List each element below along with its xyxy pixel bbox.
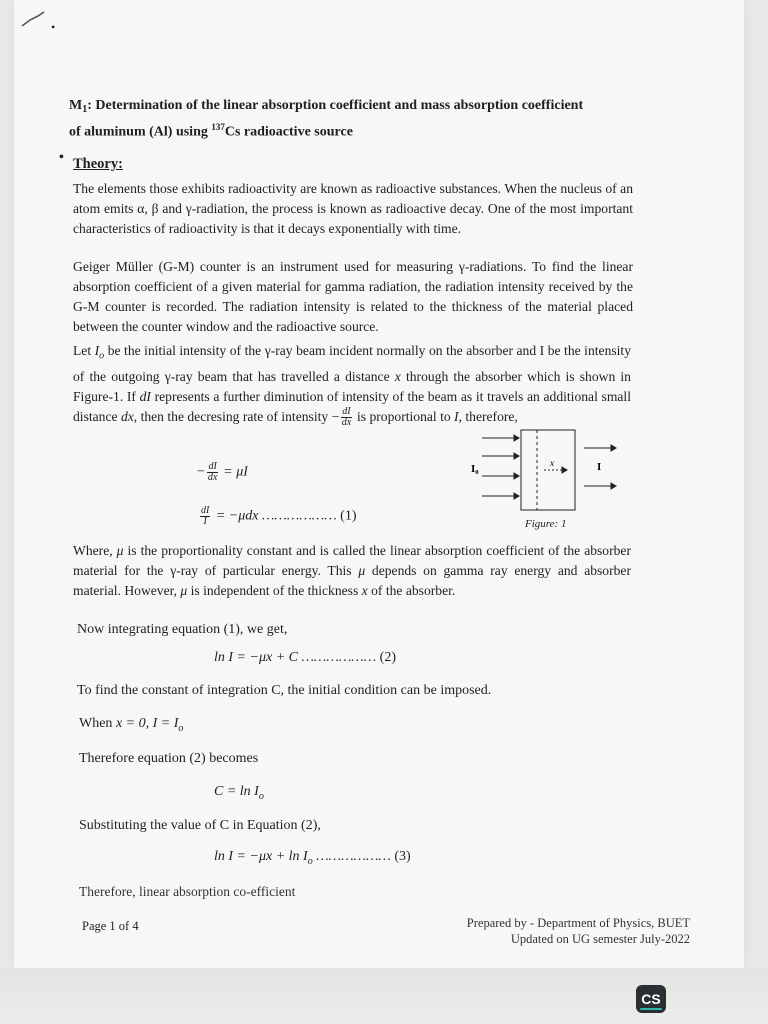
page-number: Page 1 of 4 (82, 919, 139, 933)
theory-heading: Theory: (73, 156, 123, 172)
equation-C (214, 784, 264, 802)
paragraph-radioactivity: The elements those exhibits radioactivity are known as radioactive substances. When the nucleus of an atom emits α, β and γ-radiation, the process is known as radioactive decay. One of the most important characteristics of radioactivity is that it decays exponentially with time. (73, 181, 633, 236)
eqC-sub: o (258, 790, 264, 802)
eq2-fraction: $\frac{dI}{I}$ (201, 505, 210, 527)
footer-prepared-by: Prepared by - Department of Physics, BUET (466, 916, 690, 930)
figure-label-x: x (550, 458, 554, 468)
equation-2 (214, 650, 396, 666)
paragraph-integrating: Now integrating equation (1), we get, (77, 622, 288, 637)
p4-b: is the proportionality constant and is called the linear absorption coefficient of the absorber material for the γ-ray of particular energy. This (73, 543, 631, 578)
eq3-body: ln I = −μx + ln I (214, 849, 308, 864)
title-line2b: Cs radioactive source (224, 124, 353, 140)
paragraph-therefore: Therefore, linear absorption co-efficient (79, 884, 296, 899)
eq1-fraction: $\frac{dI}{dx}$ (207, 461, 218, 483)
absorber-figure (466, 426, 636, 516)
paragraph-initial-condition (79, 716, 183, 734)
frac-den: dx (341, 417, 352, 429)
bullet-dot: • (59, 150, 64, 165)
p3-f: is proportional to (353, 408, 455, 424)
p4-c: depends on gamma ray energy and absorber material. However, (73, 563, 631, 598)
title-line2a: of aluminum (Al) using (69, 124, 212, 140)
eq1-tag: (1) (340, 508, 357, 524)
sym-dI: dI (139, 388, 151, 404)
eq2-tag: (2) (379, 650, 396, 665)
p4-e: of the absorber. (367, 583, 456, 598)
paragraph-intensity (73, 341, 631, 428)
p3-e: , then the decresing rate of intensity (133, 408, 332, 424)
p7-b: x = 0, I = I (115, 716, 179, 731)
fraction-dI-dx (341, 407, 351, 428)
p3-b: be the initial intensity of the γ-ray beam incident normally on the absorber and I be the intensity of the outgoing γ-ray beam that has travelled a distance (73, 343, 632, 384)
p7-a: When (79, 716, 116, 731)
eqC-body: C = ln I (214, 784, 259, 799)
eq2-body: ln I = −μx + C ……………… (214, 650, 380, 665)
eq1-rhs: = μI (223, 464, 248, 480)
p4-d: is independent of the thickness (187, 583, 362, 598)
footer-updated: Updated on UG semester July-2022 (510, 932, 690, 946)
p7-sub: o (178, 722, 184, 734)
equation-1 (198, 506, 357, 527)
paragraph-gm-counter: Geiger Müller (G-M) counter is an instrument used for measuring γ-radiations. To find the linear absorption coefficient of a given material for gamma radiation, the radiation intensity received by the G-M counter is recorded. The radiation intensity is related to the thickness of the material placed between the counter window and the radioactive source. (73, 259, 633, 334)
eq2-frac-den: I (203, 516, 207, 527)
figure-label-I0: I₀ (471, 463, 479, 475)
sym-mu-3: μ (180, 583, 188, 598)
pen-scribble-mark (20, 6, 48, 34)
p3-d: represents a further diminution of intensity of the beam as it travels an additional small distance (73, 388, 631, 424)
sym-x-2: x (361, 583, 368, 598)
title-prefix: M (69, 98, 83, 113)
sym-I: I (454, 408, 459, 424)
p3-c: through the absorber which is shown in Figure-1. If (73, 368, 631, 404)
title-sub: 1 (82, 104, 88, 115)
stray-dot: • (51, 20, 56, 34)
eq3-dots: ……………… (312, 849, 395, 864)
camscanner-badge[interactable]: CS (636, 985, 666, 1013)
equation-rate: − $\frac{dI}{dx}$ = μI (196, 461, 248, 483)
title-sup: 137 (211, 122, 225, 132)
paragraph-eq2-becomes: Therefore equation (2) becomes (79, 751, 259, 766)
sym-mu-1: μ (116, 543, 124, 558)
frac-num: dI (342, 406, 351, 418)
eq2-rhs: = −μdx ……………… (215, 508, 341, 524)
paragraph-mu-definition (73, 541, 631, 601)
title-line1: : Determination of the linear absorption coefficient and mass absorption coefficient (87, 98, 584, 113)
sym-I0: I (94, 343, 100, 358)
figure-label-I: I (597, 461, 602, 473)
p4-a: Where, (73, 543, 117, 558)
footer-credits (440, 915, 690, 947)
eq3-tag: (3) (394, 849, 411, 864)
sym-dx: dx (120, 408, 134, 424)
sym-mu-2: μ (358, 563, 366, 578)
document-title (69, 95, 639, 143)
p3-g: , therefore, (458, 408, 518, 424)
paragraph-constant: To find the constant of integration C, the initial condition can be imposed. (77, 683, 492, 698)
sym-minus: − (331, 408, 340, 424)
p3-a: Let (73, 343, 95, 358)
equation-3 (214, 849, 411, 867)
eq3-sub: o (307, 855, 313, 867)
figure-caption: Figure: 1 (525, 518, 567, 530)
sym-x: x (394, 368, 401, 384)
paragraph-substituting: Substituting the value of C in Equation (2), (79, 818, 321, 833)
sym-I0-sub: o (99, 350, 105, 362)
